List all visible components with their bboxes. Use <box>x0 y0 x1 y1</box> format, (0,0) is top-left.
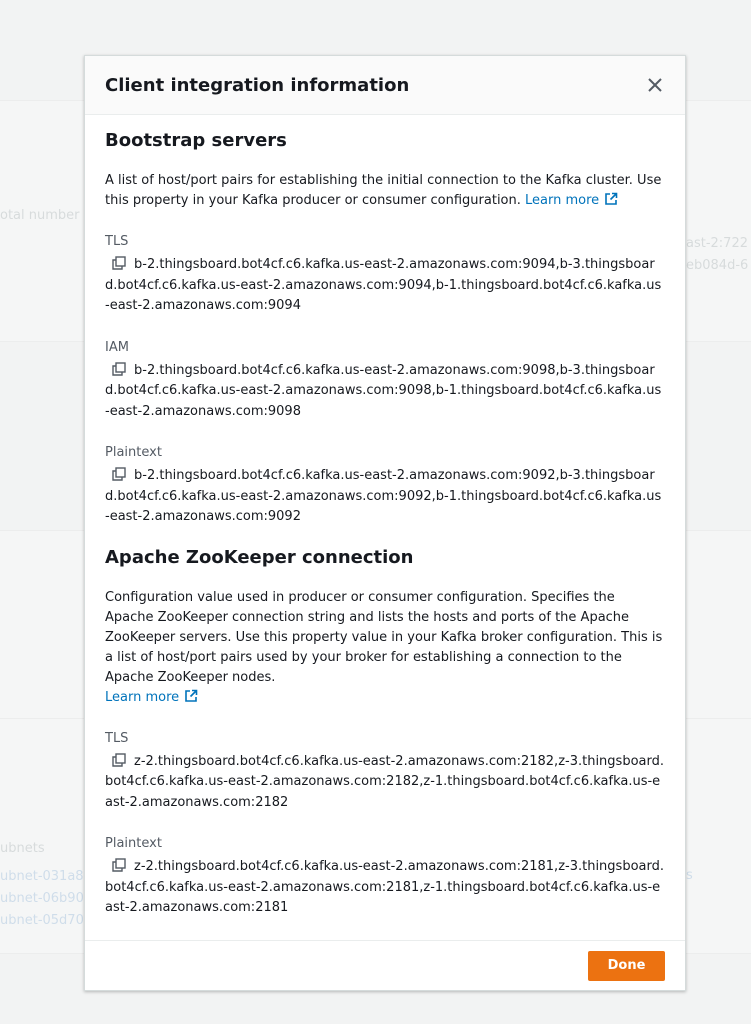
external-link-icon <box>604 192 618 206</box>
copy-icon[interactable] <box>112 362 126 376</box>
close-icon <box>647 77 663 93</box>
modal-title: Client integration information <box>105 74 410 96</box>
copy-icon[interactable] <box>112 858 126 872</box>
zookeeper-field-plaintext <box>105 835 665 919</box>
field-value <box>105 466 665 528</box>
field-value <box>105 361 665 423</box>
zookeeper-tls-value: z-2.thingsboard.bot4cf.c6.kafka.us-east-2.amazonaws.com:2182,z-3.thingsboard.bot4cf.c6.kafka.us-east-2.amazonaws.com:2182,z-1.thingsboard.bot4cf.c6.kafka.us-east-2.amazonaws.com:2182 <box>105 753 664 810</box>
learn-more-label: Learn more <box>105 689 180 705</box>
copy-icon[interactable] <box>112 753 126 767</box>
zookeeper-description-text: Configuration value used in producer or consumer configuration. Specifies the Apache ZooKeeper connection string and lists the hosts and ports of the Apache ZooKeeper servers. Use this property value in your Kafka broker configuration. This is a list of host/port pairs used by your broker for establishing a connection to the Apache ZooKeeper nodes. <box>105 589 663 685</box>
modal-footer <box>85 940 685 990</box>
bootstrap-learn-more-link[interactable] <box>525 193 618 208</box>
zookeeper-description <box>105 588 665 708</box>
bootstrap-field-iam <box>105 339 665 423</box>
field-label: Plaintext <box>105 445 162 460</box>
field-label: IAM <box>105 339 129 355</box>
close-button[interactable] <box>645 75 665 95</box>
zookeeper-plaintext-value: z-2.thingsboard.bot4cf.c6.kafka.us-east-2.amazonaws.com:2181,z-3.thingsboard.bot4cf.c6.kafka.us-east-2.amazonaws.com:2181,z-1.thingsboard.bot4cf.c6.kafka.us-east-2.amazonaws.com:2181 <box>105 859 664 915</box>
bootstrap-field-tls <box>105 233 665 317</box>
learn-more-label: Learn more <box>525 193 600 208</box>
copy-icon[interactable] <box>112 467 126 481</box>
bootstrap-iam-value: b-2.thingsboard.bot4cf.c6.kafka.us-east-2.amazonaws.com:9098,b-3.thingsboard.bot4cf.c6.kafka.us-east-2.amazonaws.com:9098,b-1.thingsboard.bot4cf.c6.kafka.us-east-2.amazonaws.com:9098 <box>105 362 662 419</box>
client-integration-modal <box>84 55 686 991</box>
zookeeper-learn-more-link[interactable] <box>105 690 198 705</box>
zookeeper-section-title: Apache ZooKeeper connection <box>105 546 414 568</box>
field-label: Plaintext <box>105 836 162 851</box>
zookeeper-field-tls <box>105 730 665 814</box>
done-button[interactable]: Done <box>588 951 665 981</box>
field-value <box>105 255 665 317</box>
bootstrap-field-plaintext <box>105 444 665 528</box>
field-label: TLS <box>105 730 129 746</box>
external-link-icon <box>184 689 198 703</box>
field-value <box>105 857 665 919</box>
bootstrap-section-title: Bootstrap servers <box>105 130 287 151</box>
bootstrap-tls-value: b-2.thingsboard.bot4cf.c6.kafka.us-east-2.amazonaws.com:9094,b-3.thingsboard.bot4cf.c6.kafka.us-east-2.amazonaws.com:9094,b-1.thingsboard.bot4cf.c6.kafka.us-east-2.amazonaws.com:9094 <box>105 257 662 313</box>
modal-header <box>85 56 685 115</box>
copy-icon[interactable] <box>112 256 126 270</box>
modal-body <box>85 115 685 940</box>
bootstrap-description-text: A list of host/port pairs for establishing the initial connection to the Kafka cluster. Use this property in your Kafka producer or consumer configuration. <box>105 173 662 208</box>
field-value <box>105 752 665 814</box>
bootstrap-plaintext-value: b-2.thingsboard.bot4cf.c6.kafka.us-east-2.amazonaws.com:9092,b-3.thingsboard.bot4cf.c6.kafka.us-east-2.amazonaws.com:9092,b-1.thingsboard.bot4cf.c6.kafka.us-east-2.amazonaws.com:9092 <box>105 468 662 524</box>
bootstrap-description <box>105 171 665 211</box>
field-label: TLS <box>105 234 129 249</box>
